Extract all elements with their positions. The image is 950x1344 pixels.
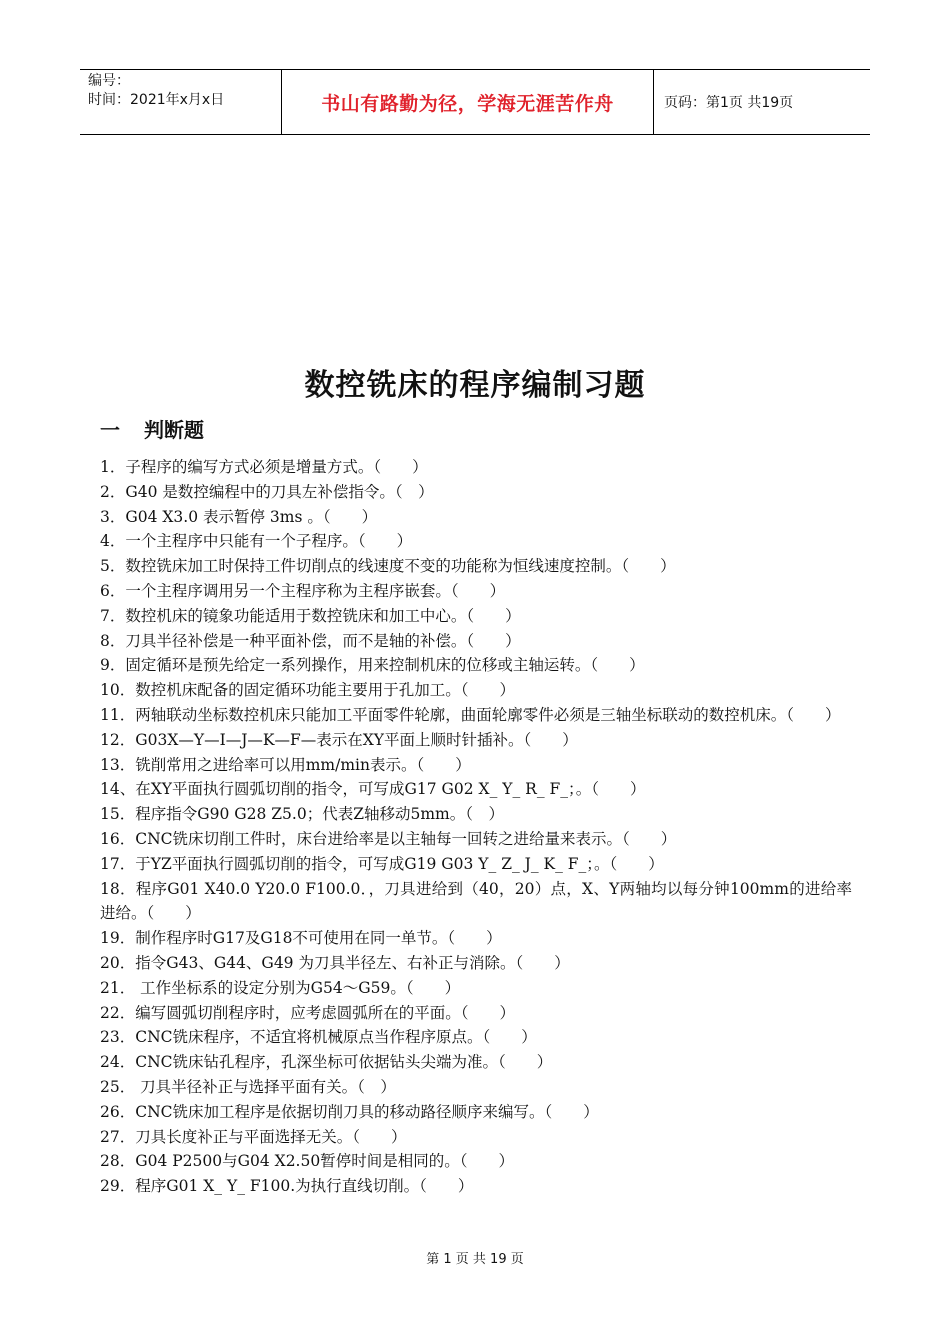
section-heading [100,414,204,443]
question-item: 24．CNC铣床钻孔程序，孔深坐标可依据钻头尖端为准。（ ） [100,1053,553,1072]
question-item: 25． 刀具半径补正与选择平面有关。（ ） [100,1077,396,1096]
header-meta [80,70,282,134]
question-item: 18．程序G01 X40.0 Y20.0 F100.0．，刀具进给到（40，20）点，X、Y两轴均以每分钟100mm的进给率进给。（ ） [100,879,852,923]
document-title: 数控铣床的程序编制习题 [304,368,646,403]
question-item: 12．G03X—Y—I—J—K—F—表示在XY平面上顺时针插补。（ ） [100,730,578,749]
question-item: 28．G04 P2500与G04 X2.50暂停时间是相同的。（ ） [100,1152,514,1171]
question-item: 10．数控机床配备的固定循环功能主要用于孔加工。（ ） [100,681,515,700]
question-item: 14、在XY平面执行圆弧切削的指令，可写成G17 G02 X_ Y_ R_ F_；。（ ） [100,780,646,799]
question-item: 7．数控机床的镜象功能适用于数控铣床和加工中心。（ ） [100,606,521,625]
question-item: 16．CNC铣床切削工件时，床台进给率是以主轴每一回转之进给量来表示。（ ） [100,829,677,848]
question-item: 27．刀具长度补正与平面选择无关。（ ） [100,1127,407,1146]
page-header [80,69,870,135]
page-footer: 第 1 页 共 19 页 [426,1252,524,1267]
header-page-label: 页码：第1页 共19页 [664,95,794,111]
question-item: 29．程序G01 X_ Y_ F100.为执行直线切削。（ ） [100,1177,474,1196]
question-item: 9．固定循环是预先给定一系列操作，用来控制机床的位移或主轴运转。（ ） [100,656,645,675]
question-item: 13．铣削常用之进给率可以用mm/min表示。（ ） [100,755,471,774]
question-item: 5．数控铣床加工时保持工件切削点的线速度不变的功能称为恒线速度控制。（ ） [100,557,676,576]
number-label: 编号： [88,73,130,89]
question-list [100,455,852,1199]
question-item: 17．于YZ平面执行圆弧切削的指令，可写成G19 G03 Y_ Z_ J_ K_ F_；。（ ） [100,854,664,873]
question-item: 4．一个主程序中只能有一个子程序。（ ） [100,532,413,551]
header-motto: 书山有路勤为径，学海无涯苦作舟 [282,70,654,134]
question-item: 20．指令G43、G44、G49 为刀具半径左、右补正与消除。（ ） [100,953,570,972]
question-item: 19．制作程序时G17及G18不可使用在同一单节。（ ） [100,929,502,948]
question-item: 26．CNC铣床加工程序是依据切削刀具的移动路径顺序来编写。（ ） [100,1102,599,1121]
question-item: 23．CNC铣床程序，不适宜将机械原点当作程序原点。（ ） [100,1028,537,1047]
question-item: 8．刀具半径补偿是一种平面补偿，而不是轴的补偿。（ ） [100,631,521,650]
question-item: 3．G04 X3.0 表示暂停 3ms 。（ ） [100,507,378,526]
question-item: 22．编写圆弧切削程序时，应考虑圆弧所在的平面。（ ） [100,1003,515,1022]
question-item: 15．程序指令G90 G28 Z5.0；代表Z轴移动5mm。（ ） [100,805,504,824]
question-item: 21． 工作坐标系的设定分别为G54～G59。（ ） [100,978,461,997]
section-number: 一 [100,418,120,442]
question-item: 1．子程序的编写方式必须是增量方式。（ ） [100,458,428,476]
question-item: 2．G40 是数控编程中的刀具左补偿指令。（ ） [100,482,434,501]
date-label: 时间：2021年x月x日 [88,92,225,108]
question-item: 11．两轴联动坐标数控机床只能加工平面零件轮廓，曲面轮廓零件必须是三轴坐标联动的数控机床。（ ） [100,705,841,724]
section-label: 判断题 [144,418,204,442]
question-item: 6．一个主程序调用另一个主程序称为主程序嵌套。（ ） [100,581,506,600]
